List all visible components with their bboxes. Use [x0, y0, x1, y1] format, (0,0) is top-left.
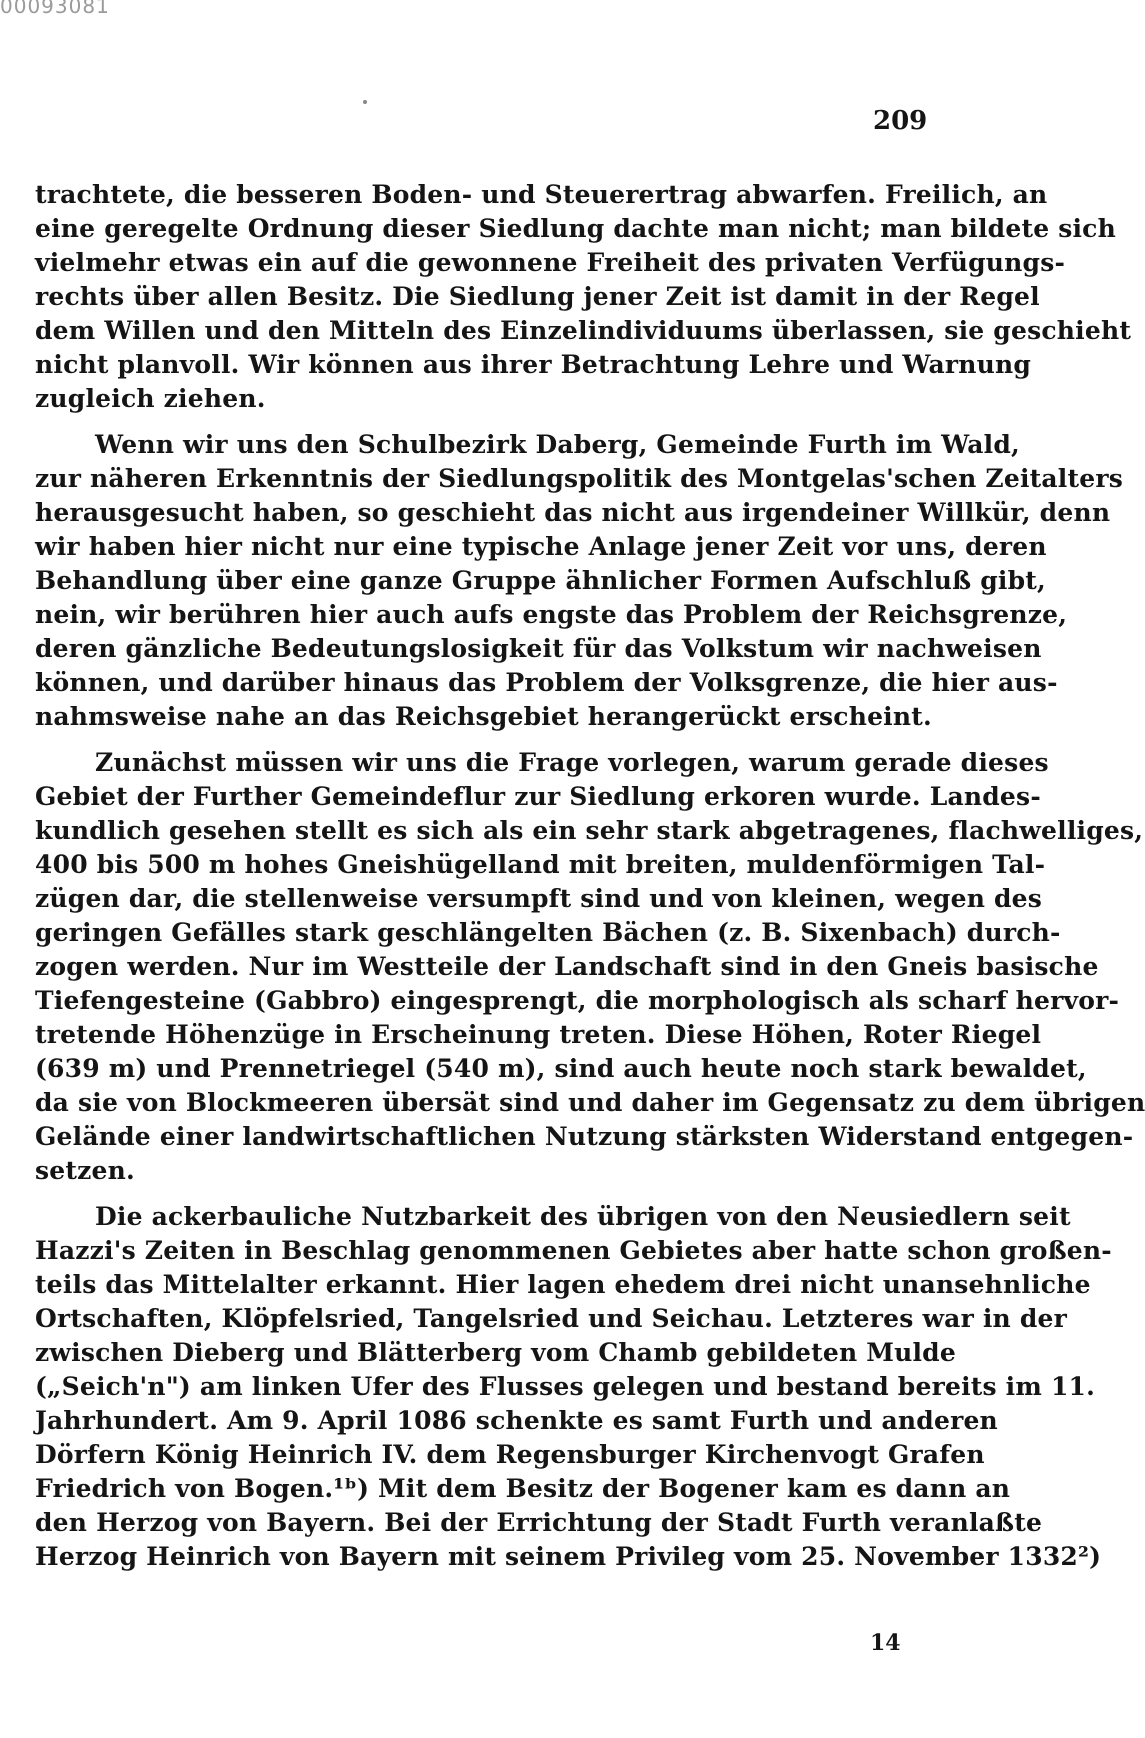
text-line: zur näheren Erkenntnis der Siedlungspolitik des Montgelas'schen Zeitalters [35, 464, 1123, 493]
scan-id: 00093081 [0, 0, 110, 18]
signature-mark: 14 [870, 1630, 901, 1656]
text-line: Ortschaften, Klöpfelsried, Tangelsried und Seichau. Letzteres war in der [35, 1304, 1067, 1333]
text-line: nein, wir berühren hier auch aufs engste das Problem der Reichsgrenze, [35, 600, 1068, 629]
text-line: den Herzog von Bayern. Bei der Errichtung der Stadt Furth veranlaßte [35, 1508, 1043, 1537]
text-line: („Seich'n") am linken Ufer des Flusses gelegen und bestand bereits im 11. [35, 1372, 1096, 1401]
text-line: zügen dar, die stellenweise versumpft sind und von kleinen, wegen des [35, 884, 1043, 913]
text-line: eine geregelte Ordnung dieser Siedlung dachte man nicht; man bildete sich [35, 214, 1116, 243]
text-line: zugleich ziehen. [35, 384, 266, 413]
text-line: Tiefengesteine (Gabbro) eingesprengt, die morphologisch als scharf hervor- [35, 986, 1120, 1015]
text-line: Dörfern König Heinrich IV. dem Regensburger Kirchenvogt Grafen [35, 1440, 985, 1469]
paragraph-2 [35, 428, 1123, 734]
text-line: rechts über allen Besitz. Die Siedlung jener Zeit ist damit in der Regel [35, 282, 1040, 311]
text-line: tretende Höhenzüge in Erscheinung treten. Diese Höhen, Roter Riegel [35, 1020, 1042, 1049]
text-line: zwischen Dieberg und Blätterberg vom Chamb gebildeten Mulde [35, 1338, 956, 1367]
text-line: können, und darüber hinaus das Problem der Volksgrenze, die hier aus- [35, 668, 1058, 697]
text-line: geringen Gefälles stark geschlängelten Bächen (z. B. Sixenbach) durch- [35, 918, 1061, 947]
text-line: zogen werden. Nur im Westteile der Landschaft sind in den Gneis basische [35, 952, 1099, 981]
paragraph-4 [35, 1200, 1112, 1574]
text-line: Herzog Heinrich von Bayern mit seinem Privileg vom 25. November 1332²) [35, 1542, 1102, 1571]
scan-speck [363, 100, 367, 104]
text-line: wir haben hier nicht nur eine typische Anlage jener Zeit vor uns, deren [35, 532, 1047, 561]
text-line: 400 bis 500 m hohes Gneishügelland mit breiten, muldenförmigen Tal- [35, 850, 1046, 879]
text-line: dem Willen und den Mitteln des Einzelindividuums überlassen, sie geschieht [35, 316, 1132, 345]
text-line: Jahrhundert. Am 9. April 1086 schenkte es samt Furth und anderen [35, 1406, 998, 1435]
text-line: deren gänzliche Bedeutungslosigkeit für das Volkstum wir nachweisen [35, 634, 1042, 663]
text-line: vielmehr etwas ein auf die gewonnene Freiheit des privaten Verfügungs- [35, 248, 1066, 277]
text-line: nicht planvoll. Wir können aus ihrer Betrachtung Lehre und Warnung [35, 350, 1032, 379]
paragraph-3 [35, 746, 1145, 1188]
text-line: (639 m) und Prennetriegel (540 m), sind auch heute noch stark bewaldet, [35, 1054, 1087, 1083]
text-line: Gelände einer landwirtschaftlichen Nutzung stärksten Widerstand entgegen- [35, 1122, 1134, 1151]
text-line: Die ackerbauliche Nutzbarkeit des übrigen von den Neusiedlern seit [95, 1202, 1071, 1231]
text-line: Gebiet der Further Gemeindeflur zur Siedlung erkoren wurde. Landes- [35, 782, 1041, 811]
text-line: nahmsweise nahe an das Reichsgebiet herangerückt erscheint. [35, 702, 932, 731]
text-line: da sie von Blockmeeren übersät sind und daher im Gegensatz zu dem übrigen [35, 1088, 1145, 1117]
text-line: Zunächst müssen wir uns die Frage vorlegen, warum gerade dieses [95, 748, 1049, 777]
text-line: herausgesucht haben, so geschieht das nicht aus irgendeiner Willkür, denn [35, 498, 1111, 527]
text-line: kundlich gesehen stellt es sich als ein sehr stark abgetragenes, flachwelliges, [35, 816, 1144, 845]
text-line: Hazzi's Zeiten in Beschlag genommenen Gebietes aber hatte schon großen- [35, 1236, 1112, 1265]
text-line: teils das Mittelalter erkannt. Hier lagen ehedem drei nicht unansehnliche [35, 1270, 1091, 1299]
text-line: Wenn wir uns den Schulbezirk Daberg, Gemeinde Furth im Wald, [95, 430, 1020, 459]
body-text [35, 178, 1145, 1586]
text-line: setzen. [35, 1156, 135, 1185]
page-number: 209 [873, 106, 928, 136]
text-line: Friedrich von Bogen.¹ᵇ) Mit dem Besitz der Bogener kam es dann an [35, 1474, 1011, 1503]
text-line: Behandlung über eine ganze Gruppe ähnlicher Formen Aufschluß gibt, [35, 566, 1046, 595]
paragraph-1 [35, 178, 1132, 416]
text-line: trachtete, die besseren Boden- und Steuerertrag abwarfen. Freilich, an [35, 180, 1048, 209]
